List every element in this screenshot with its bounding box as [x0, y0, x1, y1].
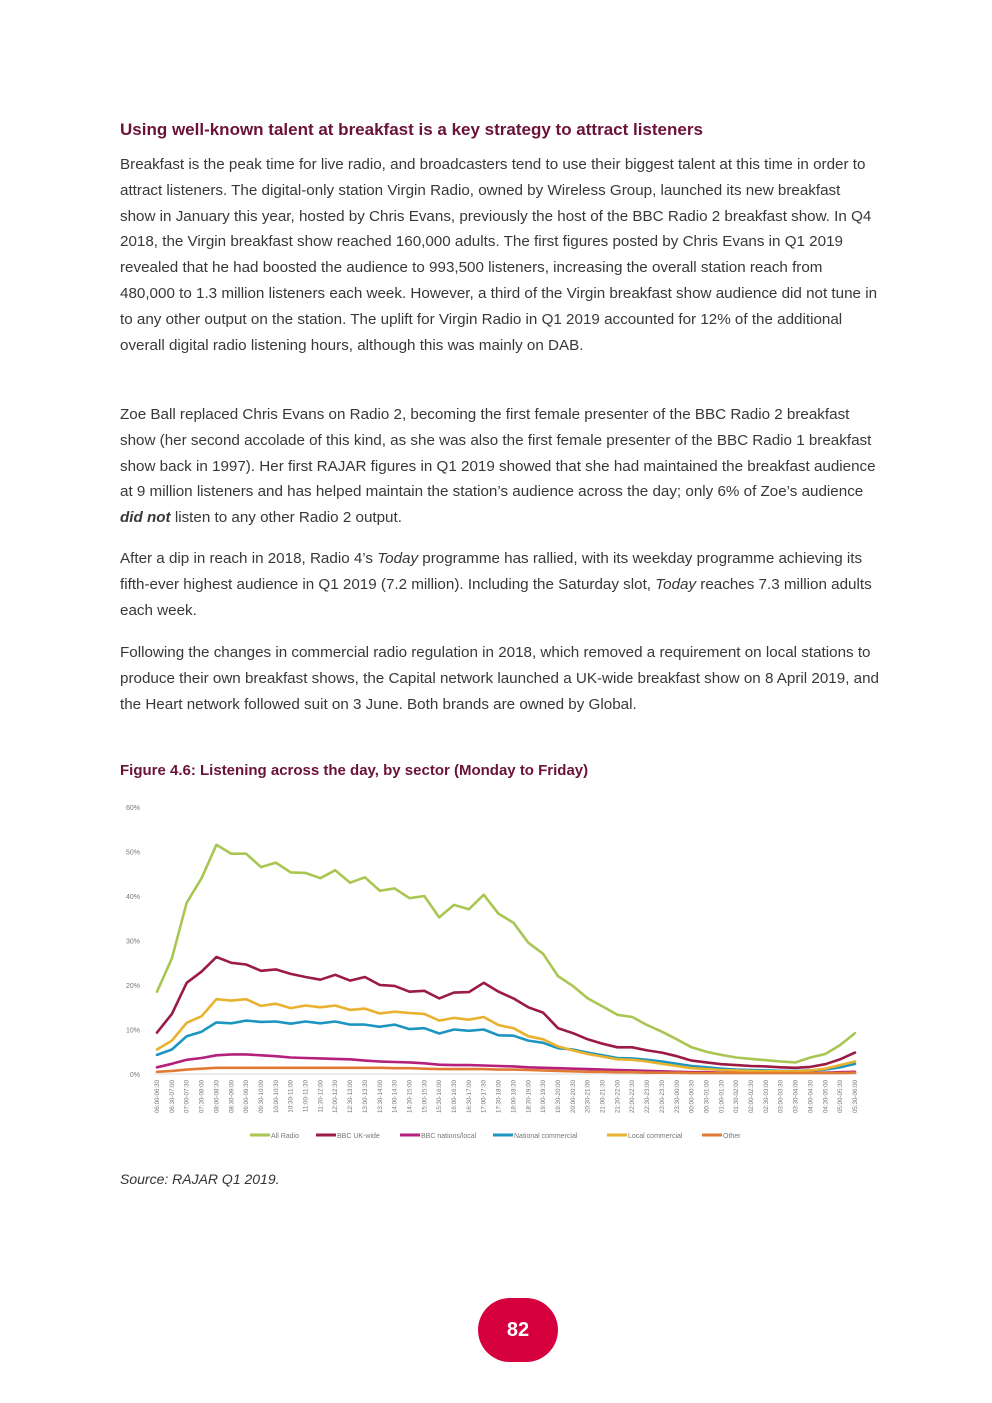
y-tick-label: 30%: [125, 938, 140, 946]
y-tick-label: 50%: [125, 849, 140, 857]
p3-text-c: programme has rallied, with its weekday programme achieving its fifth-ever highest audience in Q1 2019 (7.2 million). Including the Saturday slot,: [120, 550, 863, 593]
x-tick-label: 04:00-04:30: [807, 1080, 815, 1114]
x-tick-label: 05:30-06:00: [852, 1080, 859, 1114]
x-tick-label: 14:00-14:30: [391, 1080, 399, 1114]
x-tick-label: 07:00-07:30: [183, 1080, 191, 1114]
x-tick-label: 07:30-08:00: [198, 1080, 206, 1114]
x-tick-label: 16:30-17:00: [465, 1080, 473, 1114]
x-tick-label: 08:30-09:00: [228, 1080, 236, 1114]
x-tick-label: 17:00-17:30: [480, 1080, 488, 1114]
x-tick-label: 14:30-15:00: [406, 1080, 414, 1114]
figure-title: Figure 4.6: Listening across the day, by sector (Monday to Friday): [120, 762, 589, 779]
legend-label: Other: [723, 1133, 741, 1140]
x-tick-label: 11:00-11:30: [302, 1080, 310, 1113]
x-tick-label: 03:00-03:30: [777, 1080, 785, 1114]
y-tick-label: 0%: [129, 1072, 140, 1079]
p2-emphasis: did not: [120, 509, 171, 527]
section-heading: Using well-known talent at breakfast is a key strategy to attract listeners: [120, 120, 703, 139]
paragraph-virgin-breakfast: Breakfast is the peak time for live radio, and broadcasters tend to use their biggest talent at this time in order to attract listeners. The digital-only station Virgin Radio, owned by Wireless Group, launched its new breakfast show in January this year, hosted by Chris Evans, previously the host of the BBC Radio 2 breakfast show. In Q4 2018, the Virgin breakfast show reached 160,000 adults. The first figures posted by Chris Evans in Q1 2019 revealed that he had boosted the audience to 993,500 listeners, increasing the overall station reach from 480,000 to 1.3 million listeners each week. However, a third of the Virgin breakfast show audience did not tune in to any other output on the station. The uplift for Virgin Radio in Q1 2019 accounted for 12% of the additional overall digital radio listening hours, although this was mainly on DAB.: [120, 156, 878, 354]
x-tick-label: 06:30-07:00: [168, 1080, 176, 1114]
x-tick-label: 10:00-10:30: [272, 1080, 280, 1114]
p3-today-italic-2: Today: [655, 575, 697, 593]
x-tick-label: 11:30-12:00: [317, 1080, 325, 1113]
legend-label: All Radio: [271, 1133, 300, 1140]
x-tick-label: 02:00-02:30: [748, 1080, 756, 1114]
x-tick-label: 12:00-12:30: [332, 1080, 340, 1114]
x-tick-label: 10:30-11:00: [287, 1080, 295, 1113]
x-tick-label: 09:30-10:00: [257, 1080, 265, 1114]
p2-text-before: Zoe Ball replaced Chris Evans on Radio 2, becoming the first female presenter of the BBC Radio 2 breakfast show (her second accolade of this kind, as she was also the first female presenter of the BBC Radio 1 breakfast show back in 1997). Her first RAJAR figures in Q1 2019 showed that she had maintained the breakfast audience at 9 million listeners and has helped maintain the station’s audience across the day; only 6% of Zoe’s audience: [120, 406, 876, 501]
x-tick-label: 20:30-21:00: [584, 1080, 592, 1114]
legend-label: BBC nations/local: [421, 1133, 477, 1140]
x-tick-label: 13:00-13:30: [361, 1080, 369, 1114]
x-tick-label: 05:00-05:30: [837, 1080, 845, 1114]
x-tick-label: 04:30-05:00: [822, 1080, 830, 1114]
x-tick-label: 03:30-04:00: [792, 1080, 800, 1114]
x-tick-label: 12:30-13:00: [347, 1080, 355, 1114]
x-tick-label: 08:00-08:30: [213, 1080, 221, 1114]
x-tick-label: 23:30-00:00: [673, 1080, 681, 1114]
x-tick-label: 00:30-01:00: [703, 1080, 711, 1114]
x-tick-label: 16:00-16:30: [451, 1080, 459, 1114]
p3-text-a: After a dip in reach in 2018, Radio 4’s: [120, 550, 378, 567]
p3-text-e: reaches 7.3 million adults each week.: [120, 575, 872, 619]
y-tick-label: 20%: [125, 983, 140, 990]
x-tick-label: 18:30-19:00: [525, 1080, 533, 1114]
x-tick-label: 18:00-18:30: [510, 1080, 518, 1114]
page-number-badge: 82: [478, 1298, 558, 1362]
p2-text-after: listen to any other Radio 2 output.: [170, 509, 402, 527]
listening-line-chart: [110, 795, 870, 1155]
paragraph-zoe-ball: [120, 402, 880, 531]
x-tick-label: 06:00-06:30: [154, 1080, 161, 1114]
p3-today-italic-1: Today: [377, 550, 419, 567]
y-tick-label: 40%: [125, 894, 140, 901]
y-tick-label: 10%: [125, 1027, 140, 1035]
series-line-bbc-uk-wide: [157, 957, 855, 1068]
x-tick-label: 22:00-22:30: [629, 1080, 637, 1114]
source-note: Source: RAJAR Q1 2019.: [120, 1171, 280, 1187]
x-tick-label: 21:00-21:30: [599, 1080, 607, 1114]
series-line-all-radio: [157, 845, 855, 1063]
series-line-national-commercial: [157, 1021, 855, 1071]
x-tick-label: 19:30-20:00: [554, 1080, 562, 1114]
paragraph-commercial-regulation: Following the changes in commercial radio regulation in 2018, which removed a requirement on local stations to produce their own breakfast shows, the Capital network launched a UK-wide breakfast show on 8 April 2019, and the Heart network followed suit on 3 June. Both brands are owned by Global.: [120, 644, 879, 713]
legend-label: BBC UK-wide: [337, 1133, 380, 1140]
x-tick-label: 21:30-22:00: [614, 1080, 622, 1114]
x-tick-label: 01:00-01:30: [718, 1080, 726, 1114]
x-tick-label: 15:00-15:30: [421, 1080, 429, 1114]
x-tick-label: 00:00-00:30: [688, 1080, 696, 1114]
paragraph-today-programme: [120, 546, 880, 623]
x-tick-label: 19:00-19:30: [540, 1080, 548, 1114]
x-tick-label: 23:00-23:30: [658, 1080, 666, 1114]
x-tick-label: 17:30-18:00: [495, 1080, 503, 1114]
x-tick-label: 15:30-16:00: [436, 1080, 444, 1114]
y-tick-label: 60%: [125, 805, 140, 812]
legend-label: Local commercial: [628, 1133, 683, 1140]
x-tick-label: 01:30-02:00: [733, 1080, 741, 1114]
x-tick-label: 22:30-23:00: [644, 1080, 652, 1114]
x-tick-label: 09:00-09:30: [243, 1080, 251, 1114]
x-tick-label: 20:00-20:30: [569, 1080, 577, 1114]
x-tick-label: 02:30-03:00: [762, 1080, 770, 1114]
legend-label: National commercial: [514, 1133, 578, 1140]
x-tick-label: 13:30-14:00: [376, 1080, 384, 1114]
